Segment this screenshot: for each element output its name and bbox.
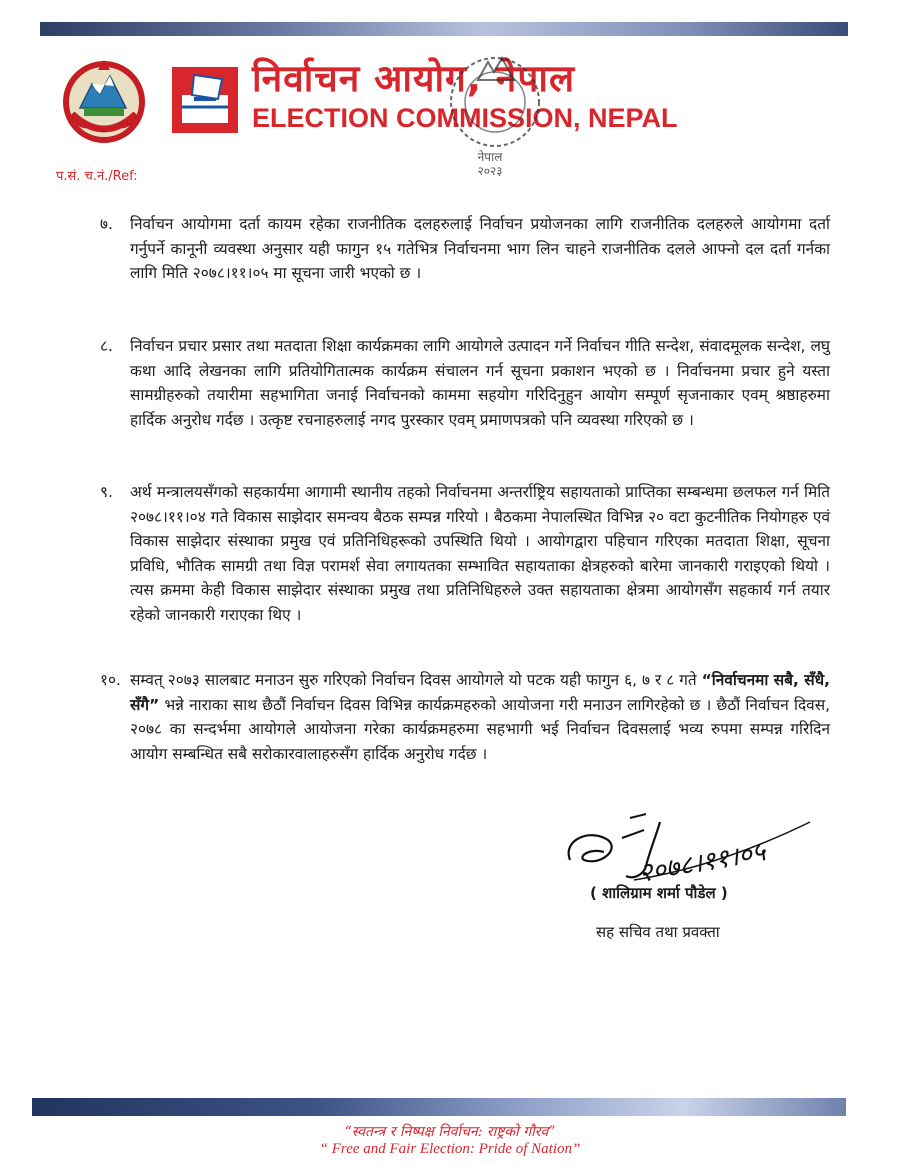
ballot-box-logo-icon [172,67,238,133]
paragraph-9: अर्थ मन्त्रालयसँगको सहकार्यमा आगामी स्थानीय तहको निर्वाचनमा अन्तर्राष्ट्रिय सहायताको प्राप्तिका सम्बन्धमा छलफल गर्न मिति २०७८।११।०४ गते विकास साझेदार समन्वय बैठक सम्पन्न गरियो । बैठकमा नेपालस्थित विभिन्न २० वटा कुटनीतिक नियोगहरु एवं विकास साझेदार संस्थाका प्रमुख एवं प्रतिनिधिहरूको उपस्थिति थियो । आयोगद्वारा पहिचान गरिएका मतदाता शिक्षा, सूचना प्रविधि, भौतिक सामग्री तथा विज्ञ परामर्श सेवा लगायतका सम्भावित सहायताका क्षेत्रहरुको बारेमा जानकारी गराइएको थियो । त्यस क्रममा केही विकास साझेदार संस्थाका प्रमुख तथा प्रतिनिधिहरुले उक्त सहायताका क्षेत्रमा आयोगसँग सहकार्य गर्न तयार रहेको जानकारी गराएका थिए । [130,483,830,624]
handwritten-signature-icon [560,800,820,890]
nepal-emblem-icon [60,56,148,144]
handwritten-date: २०७८।११।०५ [636,837,768,890]
footer-band [32,1098,846,1116]
header-band [40,22,848,36]
paragraph-number: १०. [100,671,121,689]
title-english: ELECTION COMMISSION, NEPAL [252,103,678,133]
slogan-text: “निर्वाचनमा सबै, सँधै, सँगै” [130,671,830,714]
motto-english: “ Free and Fair Election: Pride of Nation” [319,1141,581,1157]
title-nepali: निर्वाचन आयोग, नेपाल [252,57,576,100]
signatory-name: ( शालिग्राम शर्मा पौडेल ) [590,884,728,902]
paragraph-number: ९. [100,483,113,501]
signatory-title: सह सचिव तथा प्रवक्ता [596,923,720,941]
paragraph-8: निर्वाचन प्रचार प्रसार तथा मतदाता शिक्षा कार्यक्रमका लागि आयोगले उत्पादन गर्ने निर्वाचन गीति सन्देश, संवादमूलक सन्देश, लघु कथा आदि लेखनका लागि प्रतियोगितात्मक कार्यक्रम संचालन गर्न सूचना प्रकाशन भएको छ । निर्वाचनमा प्रचार हुने यस्ता सामग्रीहरुको तयारीमा सहभागिता जनाई निर्वाचनको काममा सहयोग गरिदिनुहुन आयोग सम्पूर्ण सृजनाकार एवम् श्रष्ठाहरुमा हार्दिक अनुरोध गर्दछ । उत्कृष्ट रचनाहरुलाई नगद पुरस्कार एवम् प्रमाणपत्रको पनि व्यवस्था गरिएको छ । [130,337,830,429]
paragraph-10-text-after: भन्ने नाराका साथ छैठौं निर्वाचन दिवस विभिन्न कार्यक्रमहरुको आयोजना गरी मनाउन लागिरहेको छ । छैठौं निर्वाचन दिवस, २०७८ का सन्दर्भमा आयोगले आयोजना गरेका कार्यक्रमहरुमा सहभागी भई निर्वाचन दिवसलाई भव्य रुपमा सम्पन्न गरिदिन आयोग सम्बन्धित सबै सरोकारवालाहरुसँग हार्दिक अनुरोध गर्दछ । [130,695,830,763]
paragraph-10-text-before: सम्वत् २०७३ सालबाट मनाउन सुरु गरिएको निर्वाचन दिवस आयोगले यो पटक यही फागुन ६, ७ र ८ गते [130,671,702,689]
stamp-line-1: नेपाल [477,150,503,164]
paragraph-7: निर्वाचन आयोगमा दर्ता कायम रहेका राजनीतिक दलहरुलाई निर्वाचन प्रयोजनका लागि राजनीतिक दलहरुले आयोगमा दर्ता गर्नुपर्ने कानूनी व्यवस्था अनुसार यही फागुन १५ गतेभित्र निर्वाचनमा भाग लिन चाहने राजनीतिक दलले आफ्नो दल दर्ता गर्नका लागि मिति २०७८।११।०५ मा सूचना जारी भएको छ । [130,215,830,282]
reference-label: प.सं. च.नं./Ref: [56,169,138,184]
paragraph-10 [130,668,830,766]
stamp-text [460,150,520,178]
motto-nepali: “स्वतन्त्र र निष्पक्ष निर्वाचन: राष्ट्रको गौरव” [344,1124,556,1140]
paragraph-number: ७. [100,215,113,233]
stamp-line-2: २०२३ [477,164,503,178]
paragraph-number: ८. [100,337,113,355]
